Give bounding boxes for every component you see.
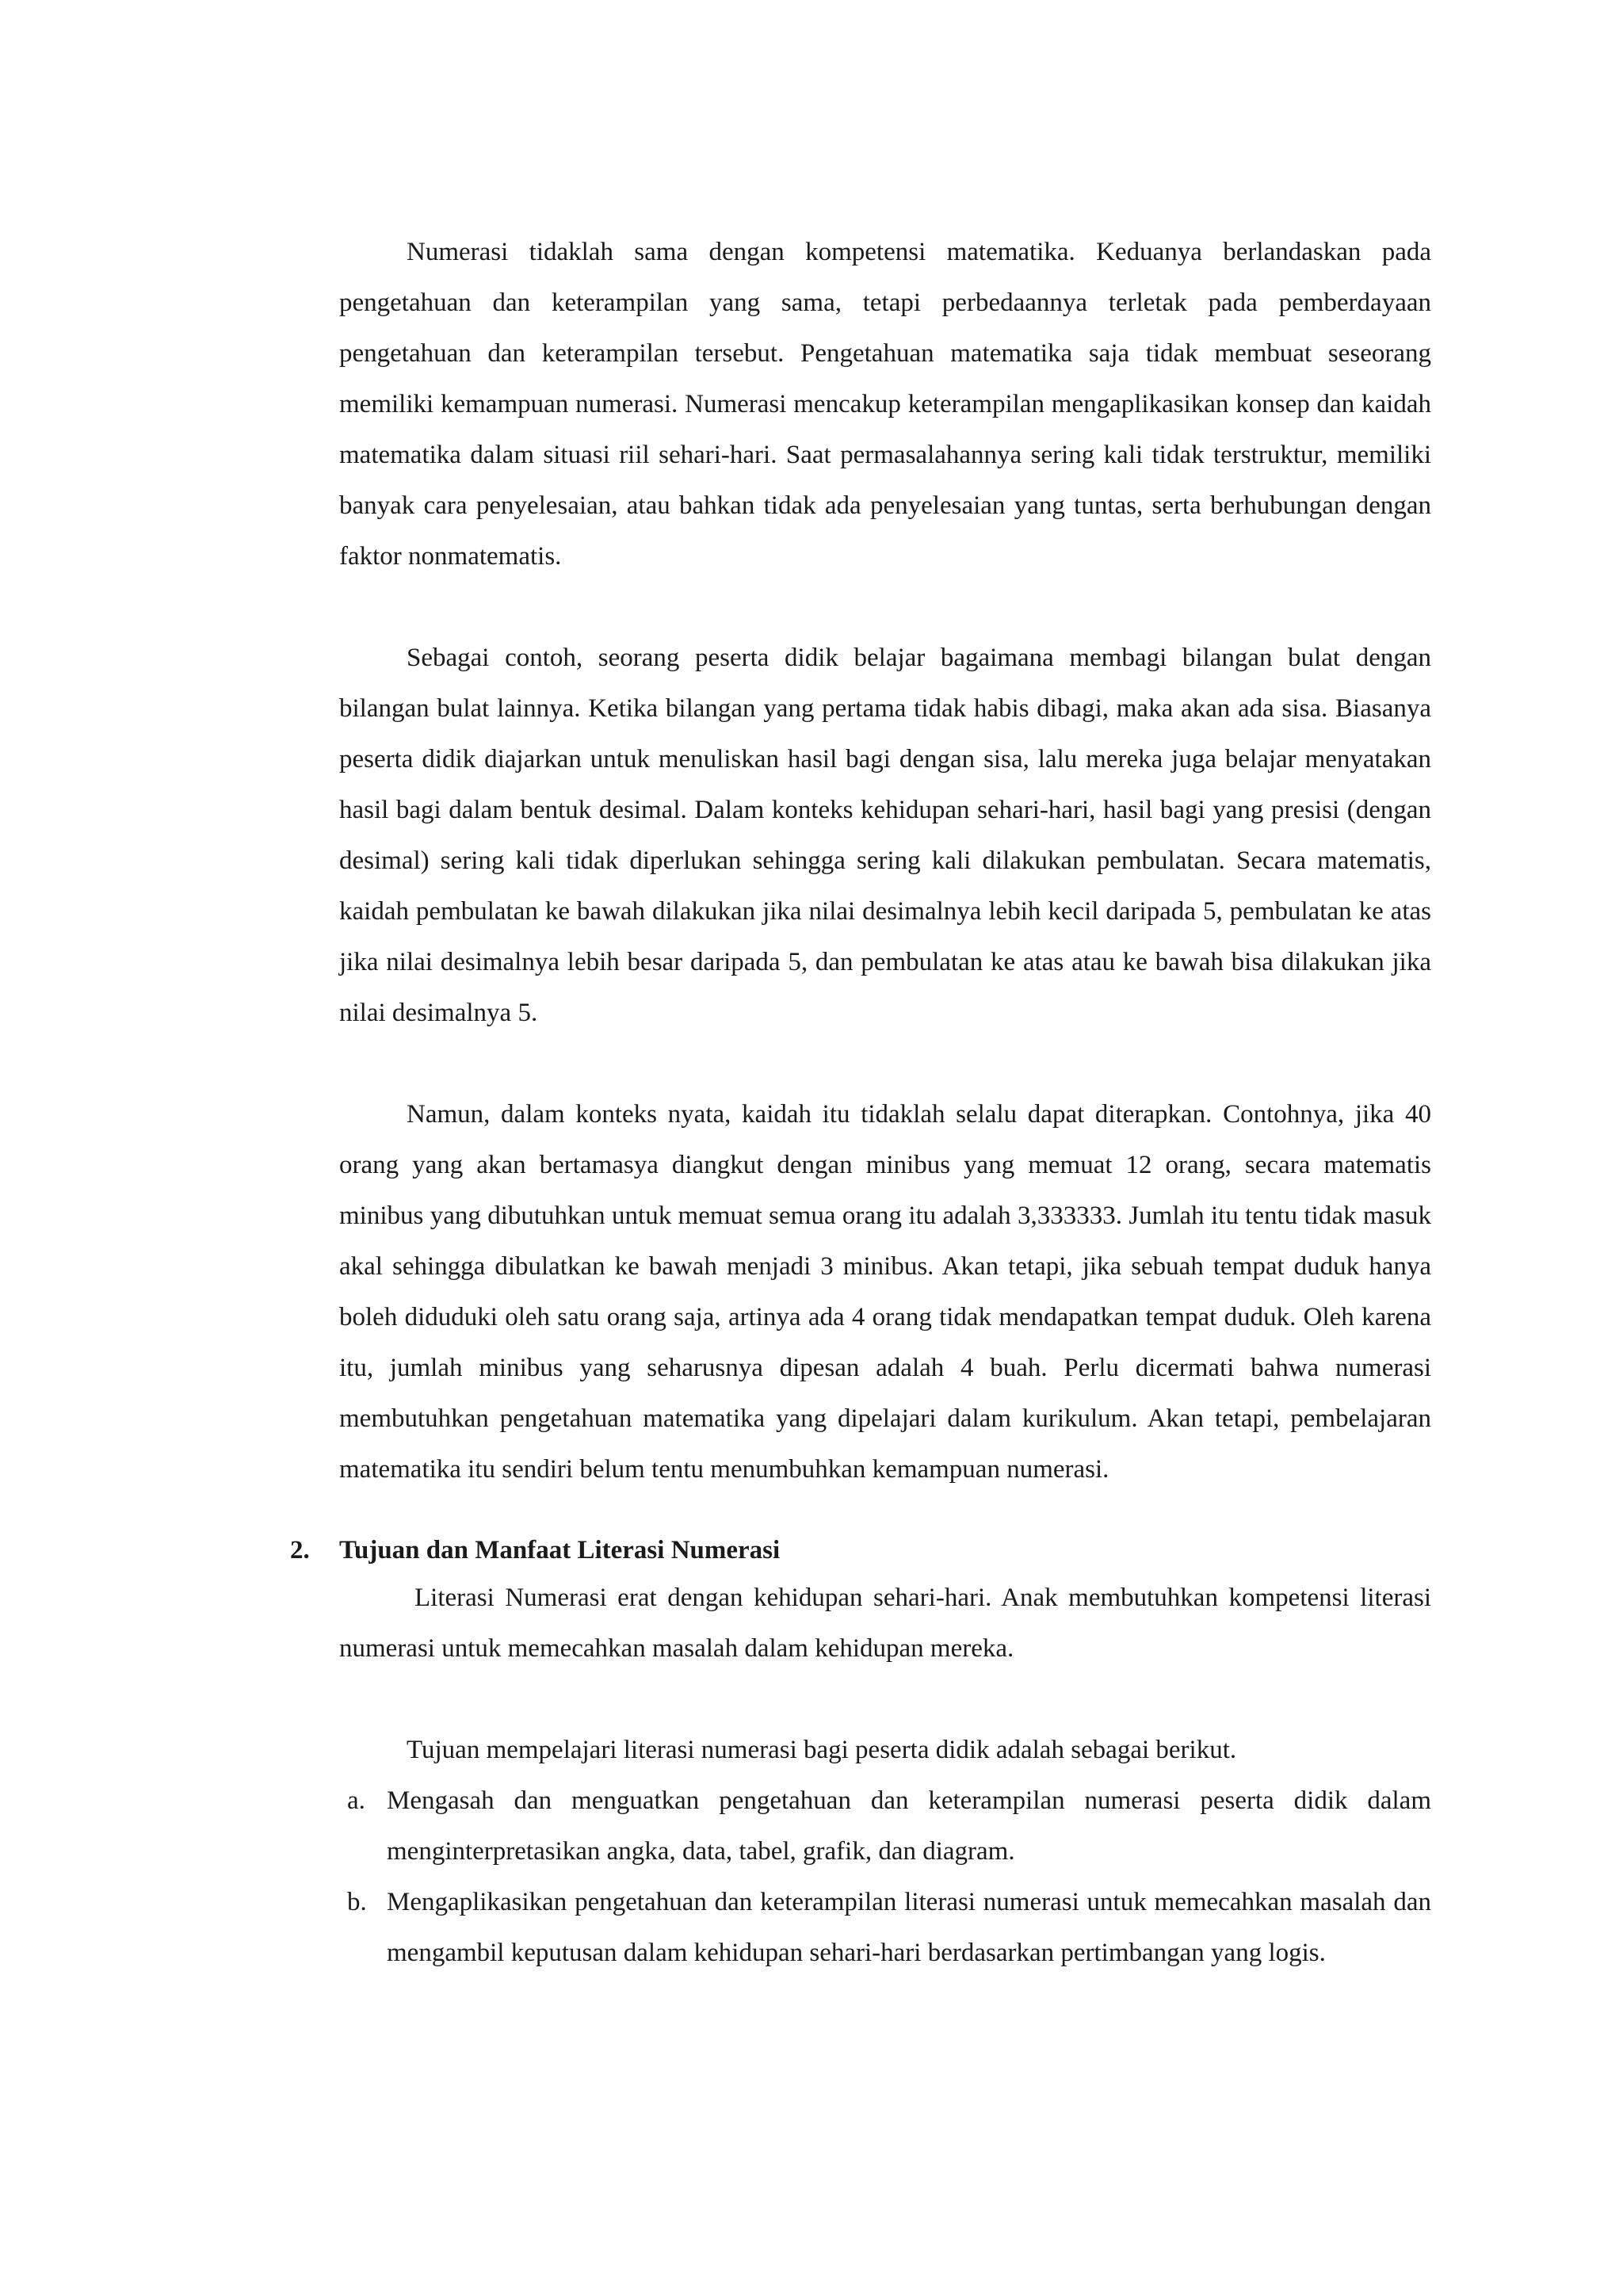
paragraph-list-intro: Tujuan mempelajari literasi numerasi bagi peserta didik adalah sebagai berikut. (407, 1736, 1237, 1764)
paragraph-section-intro: Literasi Numerasi erat dengan kehidupan sehari-hari. Anak membutuhkan kompetensi literasi numerasi untuk memecahkan masalah dalam kehidupan mereka. (339, 1584, 1431, 1663)
list-item-text: Mengaplikasikan pengetahuan dan keterampilan literasi numerasi untuk memecahkan masalah dan mengambil keputusan dalam kehidupan sehari-hari berdasarkan pertimbangan yang logis. (387, 1888, 1431, 1967)
list-item (339, 1877, 1431, 1978)
paragraph-numerasi-definition: Numerasi tidaklah sama dengan kompetensi matematika. Keduanya berlandaskan pada pengetahuan dan keterampilan yang sama, tetapi perbedaannya terletak pada pemberdayaan pengetahuan dan keterampilan tersebut. Pengetahuan matematika saja tidak membuat seseorang memiliki kemampuan numerasi. Numerasi mencakup keterampilan mengaplikasikan konsep dan kaidah matematika dalam situasi riil sehari-hari. Saat permasalahannya sering kali tidak terstruktur, memiliki banyak cara penyelesaian, atau bahkan tidak ada penyelesaian yang tuntas, serta berhubungan dengan faktor nonmatematis. (339, 238, 1431, 571)
section-title: Tujuan dan Manfaat Literasi Numerasi (339, 1536, 781, 1564)
section-heading (290, 1534, 1431, 1566)
paragraph-division-example: Sebagai contoh, seorang peserta didik belajar bagaimana membagi bilangan bulat dengan bilangan bulat lainnya. Ketika bilangan yang pertama tidak habis dibagi, maka akan ada sisa. Biasanya peserta didik diajarkan untuk menuliskan hasil bagi dengan sisa, lalu mereka juga belajar menyatakan hasil bagi dalam bentuk desimal. Dalam konteks kehidupan sehari-hari, hasil bagi yang presisi (dengan desimal) sering kali tidak diperlukan sehingga sering kali dilakukan pembulatan. Secara matematis, kaidah pembulatan ke bawah dilakukan jika nilai desimalnya lebih kecil daripada 5, pembulatan ke atas jika nilai desimalnya lebih besar daripada 5, dan pembulatan ke atas atau ke bawah bisa dilakukan jika nilai desimalnya 5. (339, 644, 1431, 1027)
objectives-list (339, 1775, 1431, 1978)
list-item-text: Mengasah dan menguatkan pengetahuan dan keterampilan numerasi peserta didik dalam menginterpretasikan angka, data, tabel, grafik, dan diagram. (387, 1786, 1431, 1866)
paragraph-minibus-example: Namun, dalam konteks nyata, kaidah itu tidaklah selalu dapat diterapkan. Contohnya, jika 40 orang yang akan bertamasya diangkut dengan minibus yang memuat 12 orang, secara matematis minibus yang dibutuhkan untuk memuat semua orang itu adalah 3,333333. Jumlah itu tentu tidak masuk akal sehingga dibulatkan ke bawah menjadi 3 minibus. Akan tetapi, jika sebuah tempat duduk hanya boleh diduduki oleh satu orang saja, artinya ada 4 orang tidak mendapatkan tempat duduk. Oleh karena itu, jumlah minibus yang seharusnya dipesan adalah 4 buah. Perlu dicermati bahwa numerasi membutuhkan pengetahuan matematika yang dipelajari dalam kurikulum. Akan tetapi, pembelajaran matematika itu sendiri belum tentu menumbuhkan kemampuan numerasi. (339, 1100, 1431, 1484)
list-marker: b. (347, 1888, 367, 1916)
list-item (339, 1775, 1431, 1877)
list-marker: a. (347, 1786, 365, 1815)
section-number: 2. (290, 1536, 310, 1564)
page-content (290, 227, 1431, 1978)
